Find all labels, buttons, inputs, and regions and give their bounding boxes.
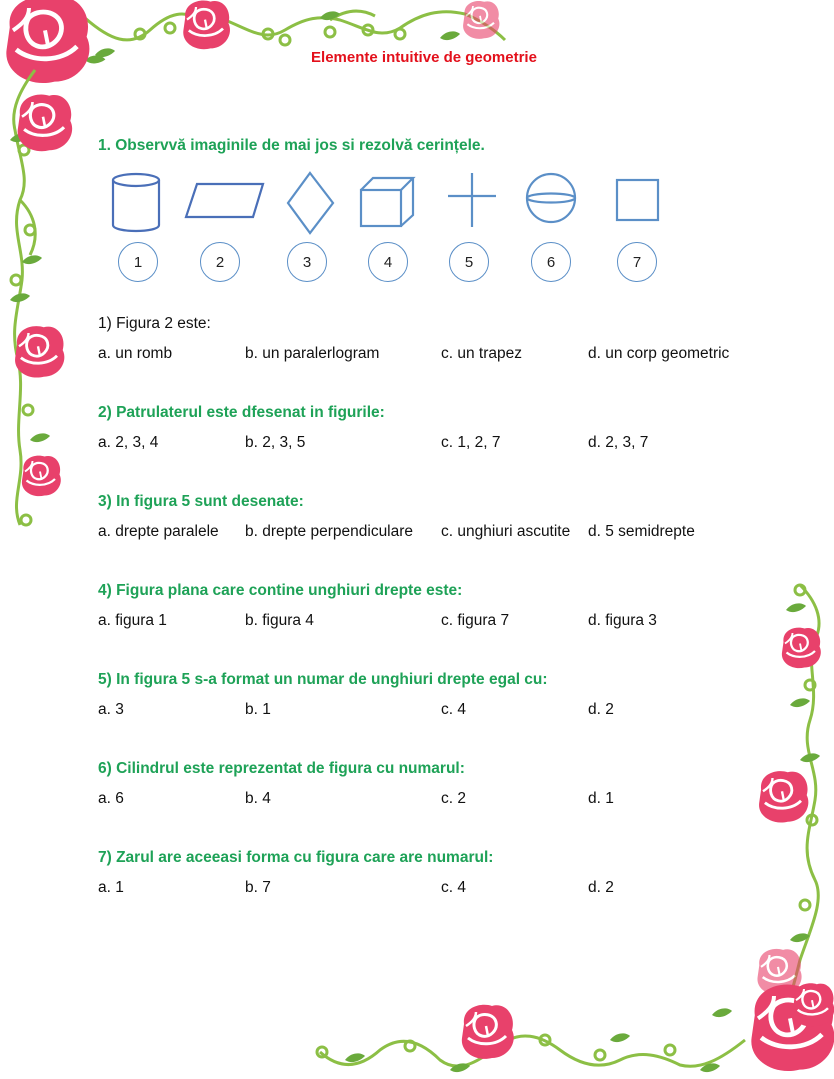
square-icon bbox=[617, 180, 658, 220]
option-d[interactable]: d. figura 3 bbox=[588, 612, 657, 629]
figure-number-6: 6 bbox=[531, 242, 571, 282]
option-c[interactable]: c. 2 bbox=[441, 790, 466, 807]
option-b[interactable]: b. 2, 3, 5 bbox=[245, 434, 306, 451]
option-b[interactable]: b. figura 4 bbox=[245, 612, 314, 629]
section-heading: 1. Observvă imaginile de mai jos si rezolvă cerințele. bbox=[98, 137, 485, 154]
question-5-options bbox=[98, 701, 798, 721]
option-a[interactable]: a. 2, 3, 4 bbox=[98, 434, 159, 451]
option-a[interactable]: a. drepte paralele bbox=[98, 523, 219, 540]
question-4-text: 4) Figura plana care contine unghiuri drepte este: bbox=[98, 582, 463, 599]
figure-number-5: 5 bbox=[449, 242, 489, 282]
question-1-options bbox=[98, 345, 798, 365]
option-b[interactable]: b. un paralerlogram bbox=[245, 345, 380, 362]
option-d[interactable]: d. 2 bbox=[588, 701, 614, 718]
question-3-options bbox=[98, 523, 798, 543]
question-2-options bbox=[98, 434, 798, 454]
page-title: Elemente intuitive de geometrie bbox=[311, 49, 537, 66]
question-6-options bbox=[98, 790, 798, 810]
option-a[interactable]: a. un romb bbox=[98, 345, 173, 362]
option-b[interactable]: b. 1 bbox=[245, 701, 271, 718]
question-1-text: 1) Figura 2 este: bbox=[98, 315, 211, 332]
figure-number-1: 1 bbox=[118, 242, 158, 282]
option-c[interactable]: c. 4 bbox=[441, 879, 466, 896]
figure-number-3: 3 bbox=[287, 242, 327, 282]
question-7-text: 7) Zarul are aceeasi forma cu figura care are numarul: bbox=[98, 849, 494, 866]
question-2-text: 2) Patrulaterul este dfesenat in figurile: bbox=[98, 404, 385, 421]
parallelogram-icon bbox=[186, 184, 263, 217]
option-a[interactable]: a. 3 bbox=[98, 701, 124, 718]
option-b[interactable]: b. 7 bbox=[245, 879, 271, 896]
option-d[interactable]: d. un corp geometric bbox=[588, 345, 730, 362]
question-6-text: 6) Cilindrul este reprezentat de figura cu numarul: bbox=[98, 760, 465, 777]
option-b[interactable]: b. drepte perpendiculare bbox=[245, 523, 414, 540]
figure-number-2: 2 bbox=[200, 242, 240, 282]
figure-number-7: 7 bbox=[617, 242, 657, 282]
option-b[interactable]: b. 4 bbox=[245, 790, 271, 807]
option-d[interactable]: d. 2 bbox=[588, 879, 614, 896]
option-a[interactable]: a. 1 bbox=[98, 879, 124, 896]
option-a[interactable]: a. 6 bbox=[98, 790, 124, 807]
perpendicular-lines-icon bbox=[448, 173, 496, 227]
option-c[interactable]: c. unghiuri ascutite bbox=[441, 523, 571, 540]
option-d[interactable]: d. 5 semidrepte bbox=[588, 523, 695, 540]
question-3-text: 3) In figura 5 sunt desenate: bbox=[98, 493, 304, 510]
question-4-options bbox=[98, 612, 798, 632]
rhombus-icon bbox=[288, 173, 333, 233]
option-c[interactable]: c. 1, 2, 7 bbox=[441, 434, 501, 451]
figure-number-4: 4 bbox=[368, 242, 408, 282]
cylinder-icon bbox=[113, 174, 159, 231]
option-c[interactable]: c. un trapez bbox=[441, 345, 522, 362]
question-5-text: 5) In figura 5 s-a format un numar de unghiuri drepte egal cu: bbox=[98, 671, 548, 688]
sphere-icon bbox=[527, 174, 575, 222]
bottom-vine bbox=[317, 1035, 745, 1066]
option-c[interactable]: c. figura 7 bbox=[441, 612, 510, 629]
question-7-options bbox=[98, 879, 798, 899]
option-a[interactable]: a. figura 1 bbox=[98, 612, 167, 629]
option-d[interactable]: d. 1 bbox=[588, 790, 614, 807]
cube-icon bbox=[361, 178, 413, 226]
option-d[interactable]: d. 2, 3, 7 bbox=[588, 434, 649, 451]
option-c[interactable]: c. 4 bbox=[441, 701, 466, 718]
